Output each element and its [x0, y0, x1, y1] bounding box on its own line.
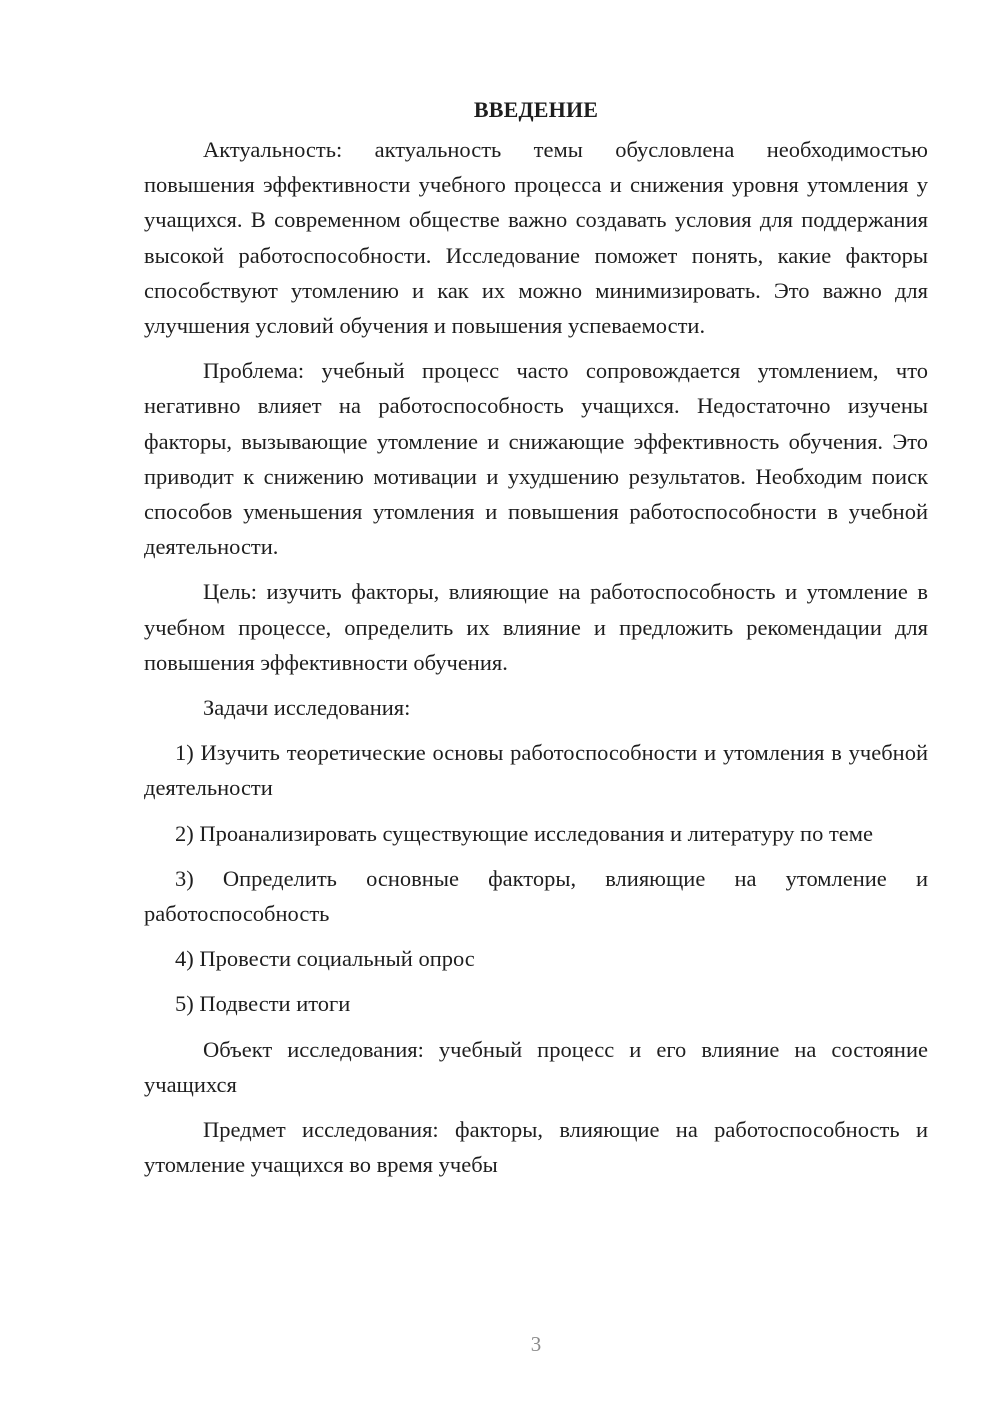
paragraph-subject: Предмет исследования: факторы, влияющие на работоспособность и утомление учащихся во время учебы [144, 1117, 928, 1178]
paragraph-goal: Цель: изучить факторы, влияющие на работоспособность и утомление в учебном процессе, определить их влияние и предложить рекомендации для повышения эффективности обучения. [144, 579, 928, 675]
page-content [144, 92, 928, 1192]
list-item: 3) Определить основные факторы, влияющие на утомление и работоспособность [144, 865, 928, 927]
tasks-heading: Задачи исследования: [203, 695, 411, 721]
list-item: 5) Подвести итоги [175, 991, 351, 1017]
page-title: ВВЕДЕНИЕ [473, 97, 599, 122]
paragraph-problem: Проблема: учебный процесс часто сопровождается утомлением, что негативно влияет на работоспособность учащихся. Недостаточно изучены факторы, вызывающие утомление и снижающие эффективность обучения. Это приводит к снижению мотивации и ухудшению результатов. Необходим поиск способов уменьшения утомления и повышения работоспособности в учебной деятельности. [144, 358, 928, 560]
tasks-list [144, 735, 928, 1021]
list-item: 2) Проанализировать существующие исследования и литературу по теме [175, 820, 873, 846]
paragraph-object: Объект исследования: учебный процесс и его влияние на состояние учащихся [144, 1036, 928, 1097]
list-item: 1) Изучить теоретические основы работоспособности и утомления в учебной деятельности [144, 740, 928, 801]
page-number: 3 [530, 1332, 542, 1356]
list-item: 4) Провести социальный опрос [175, 946, 475, 972]
paragraph-relevance: Актуальность: актуальность темы обусловлена необходимостью повышения эффективности учебного процесса и снижения уровня утомления у учащихся. В современном обществе важно создавать условия для поддержания высокой работоспособности. Исследование поможет понять, какие факторы способствуют утомлению и как их можно минимизировать. Это важно для улучшения условий обучения и повышения успеваемости. [144, 137, 928, 339]
